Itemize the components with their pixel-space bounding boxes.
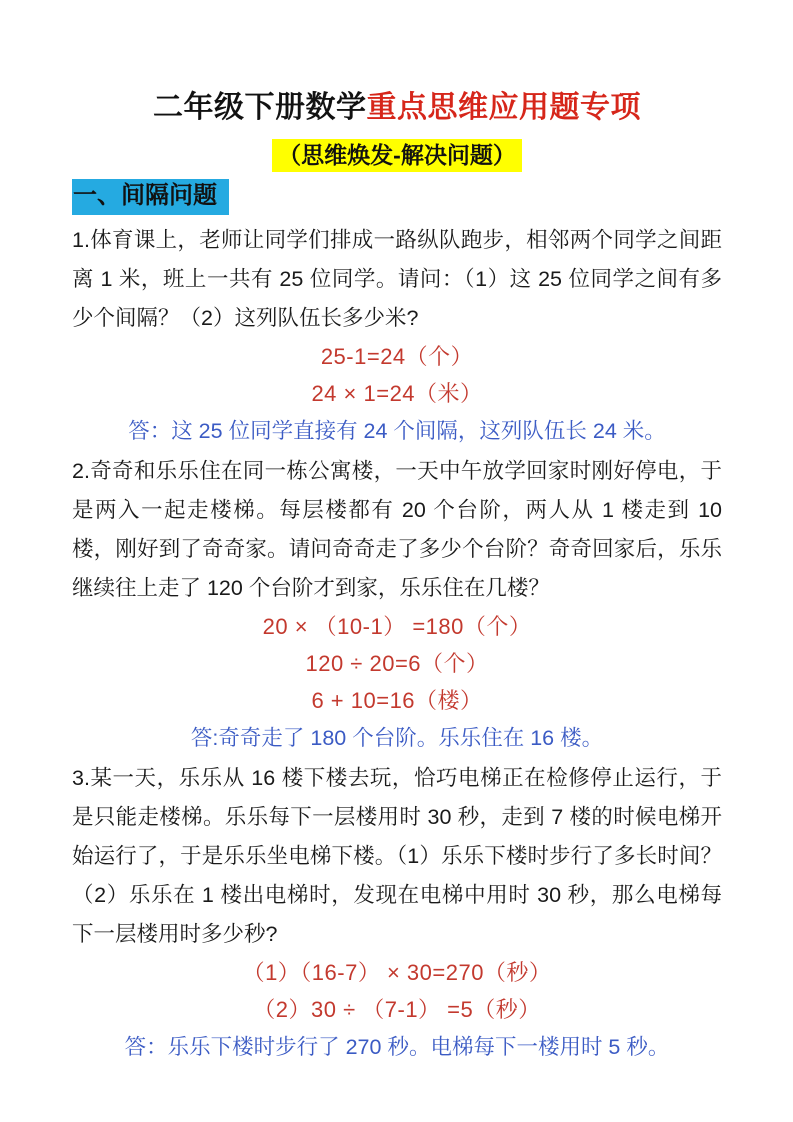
problem-2-equation-2: 120 ÷ 20=6（个） [305,651,489,677]
title-black-part: 二年级下册数学 [153,91,367,124]
problem-2-text: 2.奇奇和乐乐住在同一栋公寓楼，一天中午放学回家时刚好停电，于是两入一起走楼梯。每层楼都有 20 个台阶，两人从 1 楼走到 10 楼，刚好到了奇奇家。请问奇奇走了多少个台阶？奇奇回家后，乐乐继续往上走了 120 个台阶才到家，乐乐住在几楼？ [72,459,722,601]
problem-2-equation-3: 6 + 10=16（楼） [311,688,483,714]
page-title [72,88,722,129]
problem-2 [72,452,722,757]
problem-2-answer: 答:奇奇走了 180 个台阶。乐乐住在 16 楼。 [190,726,604,751]
problem-3-text: 3.某一天，乐乐从 16 楼下楼去玩，恰巧电梯正在检修停止运行，于是只能走楼梯。乐乐每下一层楼用时 30 秒，走到 7 楼的时候电梯开始运行了，于是乐乐坐电梯下楼。（1）乐乐下楼时步行了多长时间？（2）乐乐在 1 楼出电梯时，发现在电梯中用时 30 秒，那么电梯每下一层楼用时多少秒? [72,766,722,947]
problem-1-equation-2: 24 × 1=24（米） [311,381,483,407]
problem-1 [72,221,722,450]
problem-3-answer: 答：乐乐下楼时步行了 270 秒。电梯每下一楼用时 5 秒。 [124,1035,670,1060]
problem-3 [72,759,722,1066]
title-red-part: 重点思维应用题专项 [366,91,641,124]
problem-3-equation-2: （2）30 ÷ （7-1） =5（秒） [253,997,541,1023]
problem-1-answer: 答：这 25 位同学直接有 24 个间隔，这列队伍长 24 米。 [128,419,666,444]
section-header: 一、间隔问题 [72,179,229,215]
section-row [72,179,722,215]
subtitle-row [72,139,722,173]
subtitle-highlight: （思维焕发-解决问题） [272,139,522,173]
problem-1-equation-1: 25-1=24（个） [320,344,474,370]
problem-2-equation-1: 20 × （10-1） =180（个） [262,614,532,640]
problem-3-equation-1: （1）（16-7） × 30=270（秒） [242,960,552,986]
problem-1-text: 1.体育课上，老师让同学们排成一路纵队跑步，相邻两个同学之间距离 1 米，班上一共有 25 位同学。请问：（1）这 25 位同学之间有多少个间隔？（2）这列队伍长多少米? [72,228,722,331]
